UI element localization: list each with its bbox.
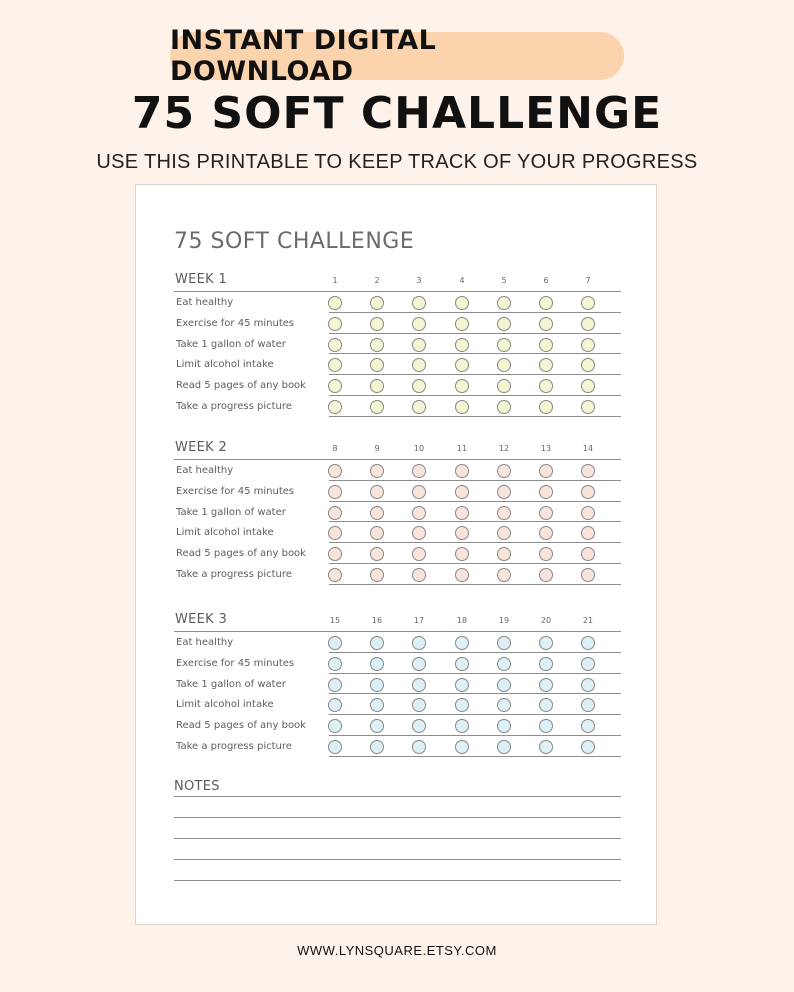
task-label: Exercise for 45 minutes — [176, 317, 295, 329]
footer-url: WWW.LYNSQUARE.ETSY.COM — [297, 943, 497, 958]
day-checkbox-circle[interactable] — [497, 657, 511, 671]
task-row — [174, 502, 621, 523]
day-checkbox-circle[interactable] — [539, 719, 553, 733]
day-checkbox-circle[interactable] — [581, 358, 595, 372]
day-checkbox-circle[interactable] — [539, 740, 553, 754]
day-checkbox-circle[interactable] — [581, 719, 595, 733]
day-checkbox-circle[interactable] — [455, 740, 469, 754]
day-checkbox-circle[interactable] — [581, 338, 595, 352]
task-label: Take 1 gallon of water — [176, 338, 286, 350]
day-checkbox-circle[interactable] — [328, 719, 342, 733]
day-number: 18 — [456, 616, 468, 625]
week-header — [174, 272, 621, 292]
task-label: Limit alcohol intake — [176, 527, 274, 539]
day-number: 4 — [459, 276, 465, 285]
day-checkbox-circle[interactable] — [539, 506, 553, 520]
task-row — [174, 313, 621, 334]
task-row — [174, 715, 621, 736]
task-label: Eat healthy — [176, 637, 234, 648]
day-checkbox-circle[interactable] — [539, 464, 553, 478]
row-divider — [329, 584, 621, 585]
day-checkbox-circle[interactable] — [455, 400, 469, 414]
day-checkbox-circle[interactable] — [370, 317, 384, 331]
day-checkbox-circle[interactable] — [581, 296, 595, 310]
sheet-title: 75 SOFT CHALLENGE — [174, 229, 415, 254]
day-checkbox-circle[interactable] — [328, 547, 342, 561]
day-checkbox-circle[interactable] — [455, 678, 469, 692]
task-row — [174, 354, 621, 375]
task-label: Read 5 pages of any book — [176, 380, 306, 392]
day-checkbox-circle[interactable] — [455, 506, 469, 520]
day-checkbox-circle[interactable] — [370, 526, 384, 540]
day-checkbox-circle[interactable] — [539, 657, 553, 671]
day-checkbox-circle[interactable] — [539, 568, 553, 582]
day-checkbox-circle[interactable] — [455, 657, 469, 671]
day-checkbox-circle[interactable] — [455, 296, 469, 310]
day-checkbox-circle[interactable] — [581, 317, 595, 331]
task-label: Eat healthy — [176, 465, 234, 476]
day-number: 9 — [374, 444, 380, 453]
day-checkbox-circle[interactable] — [455, 485, 469, 499]
day-number: 15 — [329, 616, 341, 625]
day-number: 2 — [374, 276, 380, 285]
day-checkbox-circle[interactable] — [412, 400, 426, 414]
task-label: Eat healthy — [176, 297, 234, 308]
day-checkbox-circle[interactable] — [412, 547, 426, 561]
task-label: Take 1 gallon of water — [176, 506, 286, 518]
day-number: 21 — [582, 616, 594, 625]
day-checkbox-circle[interactable] — [412, 636, 426, 650]
row-divider — [329, 416, 621, 417]
week-label: WEEK 3 — [175, 612, 228, 627]
day-checkbox-circle[interactable] — [370, 379, 384, 393]
task-row — [174, 396, 621, 417]
day-checkbox-circle[interactable] — [370, 358, 384, 372]
day-checkbox-circle[interactable] — [328, 485, 342, 499]
task-row — [174, 653, 621, 674]
day-checkbox-circle[interactable] — [328, 657, 342, 671]
day-checkbox-circle[interactable] — [412, 464, 426, 478]
day-checkbox-circle[interactable] — [455, 317, 469, 331]
day-checkbox-circle[interactable] — [497, 464, 511, 478]
day-checkbox-circle[interactable] — [581, 740, 595, 754]
day-checkbox-circle[interactable] — [455, 526, 469, 540]
day-checkbox-circle[interactable] — [412, 568, 426, 582]
day-checkbox-circle[interactable] — [370, 338, 384, 352]
task-row — [174, 522, 621, 543]
task-row — [174, 694, 621, 715]
day-number: 8 — [332, 444, 338, 453]
day-checkbox-circle[interactable] — [412, 338, 426, 352]
task-row — [174, 564, 621, 585]
day-checkbox-circle[interactable] — [328, 568, 342, 582]
day-checkbox-circle[interactable] — [455, 719, 469, 733]
day-number: 3 — [416, 276, 422, 285]
day-checkbox-circle[interactable] — [328, 464, 342, 478]
day-checkbox-circle[interactable] — [539, 296, 553, 310]
day-checkbox-circle[interactable] — [581, 636, 595, 650]
day-checkbox-circle[interactable] — [328, 678, 342, 692]
day-checkbox-circle[interactable] — [412, 719, 426, 733]
day-number: 14 — [582, 444, 594, 453]
day-checkbox-circle[interactable] — [497, 698, 511, 712]
day-checkbox-circle[interactable] — [581, 678, 595, 692]
day-checkbox-circle[interactable] — [497, 526, 511, 540]
day-checkbox-circle[interactable] — [328, 698, 342, 712]
day-checkbox-circle[interactable] — [455, 568, 469, 582]
day-checkbox-circle[interactable] — [370, 719, 384, 733]
day-number: 12 — [498, 444, 510, 453]
day-number: 10 — [413, 444, 425, 453]
week-header — [174, 612, 621, 632]
task-row — [174, 674, 621, 695]
task-label: Take a progress picture — [176, 400, 292, 412]
day-number: 6 — [543, 276, 549, 285]
day-checkbox-circle[interactable] — [497, 636, 511, 650]
page-subtitle: USE THIS PRINTABLE TO KEEP TRACK OF YOUR PROGRESS — [96, 151, 698, 173]
day-checkbox-circle[interactable] — [539, 485, 553, 499]
day-checkbox-circle[interactable] — [455, 358, 469, 372]
day-checkbox-circle[interactable] — [581, 568, 595, 582]
task-label: Limit alcohol intake — [176, 359, 274, 371]
task-label: Read 5 pages of any book — [176, 720, 306, 732]
day-checkbox-circle[interactable] — [370, 464, 384, 478]
day-checkbox-circle[interactable] — [370, 296, 384, 310]
day-checkbox-circle[interactable] — [539, 547, 553, 561]
day-checkbox-circle[interactable] — [581, 526, 595, 540]
day-checkbox-circle[interactable] — [370, 547, 384, 561]
day-checkbox-circle[interactable] — [497, 317, 511, 331]
day-checkbox-circle[interactable] — [581, 698, 595, 712]
day-checkbox-circle[interactable] — [412, 358, 426, 372]
task-row — [174, 632, 621, 653]
day-checkbox-circle[interactable] — [328, 296, 342, 310]
day-checkbox-circle[interactable] — [455, 698, 469, 712]
task-label: Limit alcohol intake — [176, 699, 274, 711]
day-checkbox-circle[interactable] — [370, 636, 384, 650]
day-checkbox-circle[interactable] — [412, 506, 426, 520]
day-number: 16 — [371, 616, 383, 625]
day-checkbox-circle[interactable] — [497, 400, 511, 414]
day-checkbox-circle[interactable] — [539, 678, 553, 692]
day-checkbox-circle[interactable] — [539, 379, 553, 393]
day-checkbox-circle[interactable] — [328, 317, 342, 331]
week-block-3 — [174, 612, 621, 757]
day-checkbox-circle[interactable] — [328, 636, 342, 650]
day-checkbox-circle[interactable] — [370, 698, 384, 712]
day-checkbox-circle[interactable] — [455, 547, 469, 561]
day-checkbox-circle[interactable] — [328, 379, 342, 393]
day-checkbox-circle[interactable] — [539, 698, 553, 712]
task-row — [174, 292, 621, 313]
day-number: 17 — [413, 616, 425, 625]
day-checkbox-circle[interactable] — [581, 400, 595, 414]
week-label: WEEK 2 — [175, 440, 228, 455]
day-checkbox-circle[interactable] — [539, 636, 553, 650]
day-checkbox-circle[interactable] — [539, 317, 553, 331]
day-checkbox-circle[interactable] — [497, 358, 511, 372]
day-checkbox-circle[interactable] — [539, 338, 553, 352]
task-label: Take a progress picture — [176, 568, 292, 580]
day-checkbox-circle[interactable] — [497, 485, 511, 499]
day-checkbox-circle[interactable] — [497, 296, 511, 310]
day-checkbox-circle[interactable] — [370, 400, 384, 414]
day-checkbox-circle[interactable] — [328, 526, 342, 540]
day-number: 7 — [585, 276, 591, 285]
task-row — [174, 460, 621, 481]
task-row — [174, 481, 621, 502]
task-label: Take a progress picture — [176, 740, 292, 752]
day-checkbox-circle[interactable] — [370, 678, 384, 692]
page-title: 75 SOFT CHALLENGE — [131, 88, 663, 139]
day-checkbox-circle[interactable] — [328, 740, 342, 754]
day-checkbox-circle[interactable] — [412, 657, 426, 671]
notes-label: NOTES — [174, 779, 220, 794]
task-row — [174, 334, 621, 355]
day-checkbox-circle[interactable] — [497, 568, 511, 582]
day-checkbox-circle[interactable] — [581, 506, 595, 520]
note-line — [174, 880, 621, 881]
row-divider — [329, 756, 621, 757]
day-checkbox-circle[interactable] — [412, 526, 426, 540]
day-checkbox-circle[interactable] — [497, 379, 511, 393]
day-checkbox-circle[interactable] — [497, 547, 511, 561]
day-checkbox-circle[interactable] — [370, 568, 384, 582]
day-checkbox-circle[interactable] — [328, 506, 342, 520]
day-number: 13 — [540, 444, 552, 453]
day-number: 11 — [456, 444, 468, 453]
day-checkbox-circle[interactable] — [581, 464, 595, 478]
day-checkbox-circle[interactable] — [581, 485, 595, 499]
day-checkbox-circle[interactable] — [370, 506, 384, 520]
day-checkbox-circle[interactable] — [328, 338, 342, 352]
day-checkbox-circle[interactable] — [455, 338, 469, 352]
day-checkbox-circle[interactable] — [455, 379, 469, 393]
day-checkbox-circle[interactable] — [497, 719, 511, 733]
day-checkbox-circle[interactable] — [581, 547, 595, 561]
task-row — [174, 736, 621, 757]
day-checkbox-circle[interactable] — [539, 400, 553, 414]
day-checkbox-circle[interactable] — [581, 657, 595, 671]
day-checkbox-circle[interactable] — [539, 358, 553, 372]
week-label: WEEK 1 — [175, 272, 228, 287]
day-checkbox-circle[interactable] — [581, 379, 595, 393]
week-header — [174, 440, 621, 460]
day-checkbox-circle[interactable] — [412, 485, 426, 499]
task-label: Read 5 pages of any book — [176, 548, 306, 560]
day-number: 20 — [540, 616, 552, 625]
day-checkbox-circle[interactable] — [412, 740, 426, 754]
week-block-2 — [174, 440, 621, 585]
day-checkbox-circle[interactable] — [497, 338, 511, 352]
notes-section — [174, 779, 621, 881]
day-checkbox-circle[interactable] — [412, 379, 426, 393]
task-label: Exercise for 45 minutes — [176, 657, 295, 669]
day-checkbox-circle[interactable] — [370, 740, 384, 754]
week-block-1 — [174, 272, 621, 417]
day-number: 19 — [498, 616, 510, 625]
task-row — [174, 375, 621, 396]
day-checkbox-circle[interactable] — [370, 657, 384, 671]
task-label: Exercise for 45 minutes — [176, 485, 295, 497]
day-checkbox-circle[interactable] — [370, 485, 384, 499]
day-checkbox-circle[interactable] — [412, 296, 426, 310]
day-checkbox-circle[interactable] — [412, 317, 426, 331]
day-checkbox-circle[interactable] — [412, 698, 426, 712]
task-row — [174, 543, 621, 564]
day-checkbox-circle[interactable] — [455, 464, 469, 478]
day-checkbox-circle[interactable] — [455, 636, 469, 650]
day-number: 1 — [332, 276, 338, 285]
day-checkbox-circle[interactable] — [539, 526, 553, 540]
day-checkbox-circle[interactable] — [497, 506, 511, 520]
day-number: 5 — [501, 276, 507, 285]
task-label: Take 1 gallon of water — [176, 678, 286, 690]
day-checkbox-circle[interactable] — [328, 400, 342, 414]
day-checkbox-circle[interactable] — [497, 740, 511, 754]
download-badge: INSTANT DIGITAL DOWNLOAD — [170, 32, 624, 80]
day-checkbox-circle[interactable] — [328, 358, 342, 372]
day-checkbox-circle[interactable] — [412, 678, 426, 692]
day-checkbox-circle[interactable] — [497, 678, 511, 692]
printable-sheet — [135, 184, 657, 925]
